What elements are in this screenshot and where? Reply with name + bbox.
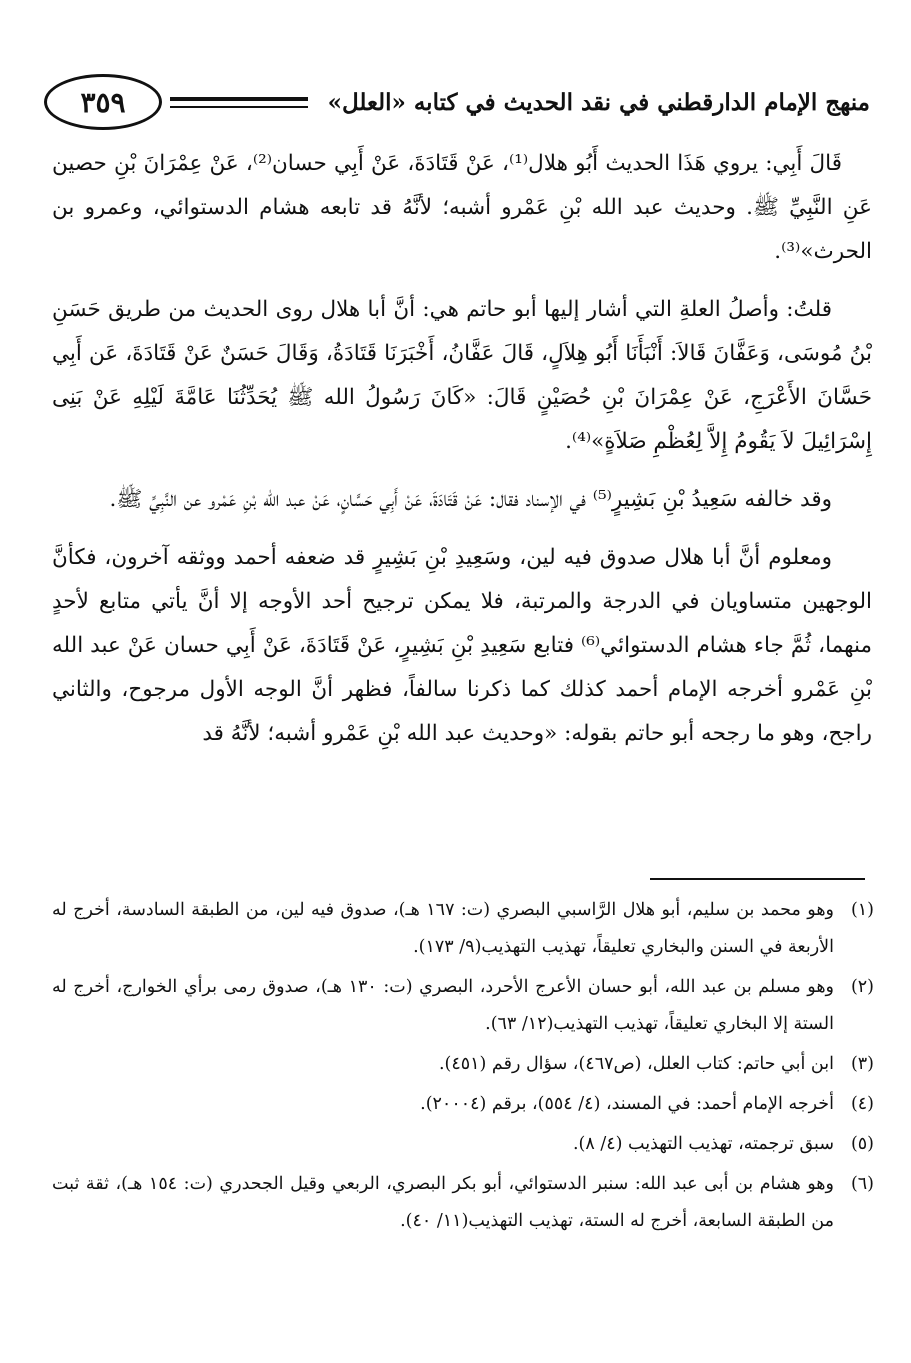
footnote-text: سبق ترجمته، تهذيب التهذيب (٤/ ٨). bbox=[572, 1134, 834, 1154]
footnote-number: (١) bbox=[850, 900, 874, 920]
footnote-number: (٣) bbox=[850, 1054, 874, 1074]
footnote-number: (٢) bbox=[850, 977, 874, 997]
footnote-1 bbox=[52, 892, 874, 966]
footnote-separator bbox=[650, 878, 865, 880]
footnote-text: أخرجه الإمام أحمد: في المسند، (٤/ ٥٥٤)، برقم (٢٠٠٠٤). bbox=[420, 1094, 834, 1114]
paragraph-2: قلتُ: وأصلُ العلةِ التي أشار إليها أبو حاتم هي: أنَّ أبا هلال روى الحديث من طريق حَسَنِ بْنُ مُوسَى، وَعَفَّانَ قَالاَ: أَنْبَأَنَا أَبُو هِلاَلٍ، قَالَ عَفَّانُ، أَخْبَرَنَا قَتَادَةُ، وَقَالَ حَسَنٌ عَنْ قَتَادَةَ، عَن أَبِي حَسَّانَ الأَعْرَجِ، عَنْ عِمْرَانَ بْنِ حُصَيْنٍ قَالَ: «كَانَ رَسُولُ الله ﷺ يُحَدِّثُنَا عَامَّةَ لَيْلِهِ عَنْ بَنِى إِسْرَائِيلَ لاَ يَقُومُ إِلاَّ لِعُظْمِ صَلاَةٍ»⁽⁴⁾. bbox=[52, 297, 872, 454]
footnote-2 bbox=[52, 969, 874, 1043]
footnote-text: وهو مسلم بن عبد الله، أبو حسان الأعرج الأحرد، البصري (ت: ١٣٠ هـ)، صدوق رمى برأي الخوارج، أخرج له الستة إلا البخاري تعليقاً، تهذيب التهذيب(١٢/ ٦٣). bbox=[52, 977, 834, 1034]
footnotes bbox=[52, 892, 874, 1243]
header-rule-thin bbox=[170, 106, 308, 108]
header-rule-thick bbox=[170, 97, 308, 101]
footnote-3 bbox=[52, 1046, 874, 1083]
footnote-text: وهو محمد بن سليم، أبو هلال الرَّاسبي البصري (ت: ١٦٧ هـ)، صدوق فيه لين، من الطبقة السادسة، أخرج له الأربعة في السنن والبخاري تعليقاً، تهذيب التهذيب(٩/ ١٧٣). bbox=[52, 900, 834, 957]
footnote-6 bbox=[52, 1166, 874, 1240]
running-title: منهج الإمام الدارقطني في نقد الحديث في كتابه «العلل» bbox=[327, 88, 870, 116]
page-number: ٣٥٩ bbox=[44, 74, 162, 130]
header-rule bbox=[170, 97, 308, 108]
paragraph-1: قَالَ أَبِي: يروي هَذَا الحديث أَبُو هلال⁽¹⁾، عَنْ قَتَادَةَ، عَنْ أَبِي حسان⁽²⁾، عَنْ عِمْرَانَ بْنِ حصين عَنِ النَّبِيِّ ﷺ. وحديث عبد الله بْنِ عَمْرو أشبه؛ لأنَّهُ قد تابعه هشام الدستوائي، وعمرو بن الحرث»⁽³⁾. bbox=[52, 151, 872, 264]
paragraph-4: ومعلوم أنَّ أبا هلال صدوق فيه لين، وسَعِيدِ بْنِ بَشِيرٍ قد ضعفه أحمد ووثقه آخرون، فكأنَّ الوجهين متساويان في الدرجة والمرتبة، فلا يمكن ترجيح أحد الأوجه إلا أنَّ يأتي متابع لأحدٍ منهما، ثُمَّ جاء هشام الدستوائي⁽⁶⁾ فتابع سَعِيدِ بْنِ بَشِيرٍ، عَنْ قَتَادَةَ، عَنْ أَبِي حسان عَنْ عبد الله بْنِ عَمْرو أخرجه الإمام أحمد كذلك كما ذكرنا سالفاً، فظهر أنَّ الوجه الأول مرجوح، والثاني راجح، وهو ما رجحه أبو حاتم بقوله: «وحديث عبد الله بْنِ عَمْرو أشبه؛ لأنَّهُ قد bbox=[52, 545, 872, 746]
footnote-number: (٤) bbox=[850, 1094, 874, 1114]
page-header bbox=[44, 70, 870, 134]
footnote-number: (٥) bbox=[850, 1134, 874, 1154]
paragraph-3: وقد خالفه سَعِيدُ بْنِ بَشِيرٍ⁽⁵⁾ في الإسناد فقال: عَنْ قَتَادَةَ، عَنْ أَبِي حَسَّانٍ، عَنْ عبد الله بْنِ عَمْرو عن النَّبِيِّ ﷺ. bbox=[109, 487, 832, 512]
footnote-number: (٦) bbox=[850, 1174, 874, 1194]
footnote-4 bbox=[52, 1086, 874, 1123]
footnote-text: وهو هشام بن أبى عبد الله: سنبر الدستوائي، أبو بكر البصري، الربعي وقيل الجحدري (ت: ١٥٤ هـ)، ثقة ثبت من الطبقة السابعة، أخرج له الستة، تهذيب التهذيب(١١/ ٤٠). bbox=[52, 1174, 834, 1231]
footnote-text: ابن أبي حاتم: كتاب العلل، (ص٤٦٧)، سؤال رقم (٤٥١). bbox=[438, 1054, 834, 1074]
footnote-5 bbox=[52, 1126, 874, 1163]
main-text bbox=[52, 142, 872, 770]
